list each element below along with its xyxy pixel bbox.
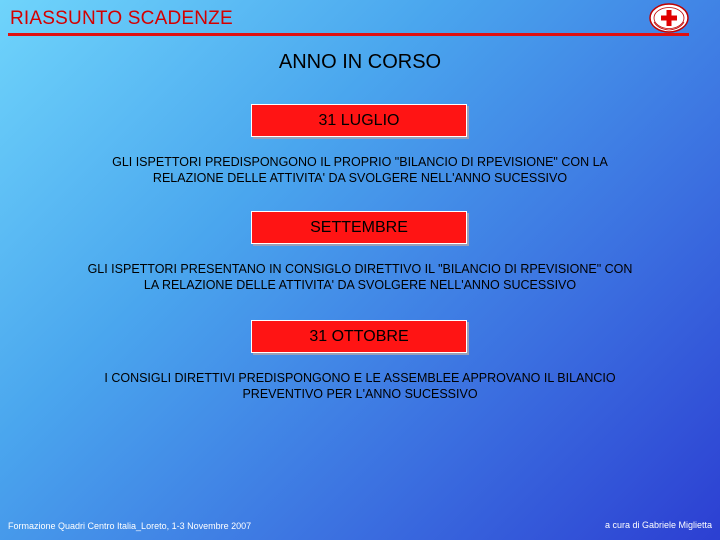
deadline-description-october: [30, 370, 690, 402]
deadline-label: SETTEMBRE: [310, 218, 408, 236]
deadline-label: 31 OTTOBRE: [309, 327, 409, 345]
footer-event: Formazione Quadri Centro Italia_Loreto, 1-3 Novembre 2007: [8, 521, 252, 531]
footer-author: a cura di Gabriele Miglietta: [604, 520, 712, 530]
red-cross-emblem-icon: [648, 2, 690, 34]
description-line: GLI ISPETTORI PREDISPONGONO IL PROPRIO "BILANCIO DI RPEVISIONE" CON LA: [112, 155, 608, 169]
description-line: PREVENTIVO PER L'ANNO SUCESSIVO: [242, 387, 478, 401]
deadline-box-october: [251, 320, 467, 353]
deadline-description-september: [30, 261, 690, 293]
title-divider: [8, 33, 689, 36]
deadline-box-july: [251, 104, 467, 137]
deadline-label: 31 LUGLIO: [318, 111, 400, 129]
deadline-description-july: [30, 154, 690, 186]
description-line: I CONSIGLI DIRETTIVI PREDISPONGONO E LE ASSEMBLEE APPROVANO IL BILANCIO: [104, 371, 616, 385]
description-line: LA RELAZIONE DELLE ATTIVITA' DA SVOLGERE NELL'ANNO SUCESSIVO: [143, 278, 577, 292]
section-heading: ANNO IN CORSO: [278, 51, 442, 73]
deadline-box-september: [251, 211, 467, 244]
slide-title: RIASSUNTO SCADENZE: [10, 8, 233, 29]
description-line: GLI ISPETTORI PRESENTANO IN CONSIGLO DIRETTIVO IL "BILANCIO DI RPEVISIONE" CON: [87, 262, 633, 276]
description-line: RELAZIONE DELLE ATTIVITA' DA SVOLGERE NELL'ANNO SUCESSIVO: [152, 171, 568, 185]
